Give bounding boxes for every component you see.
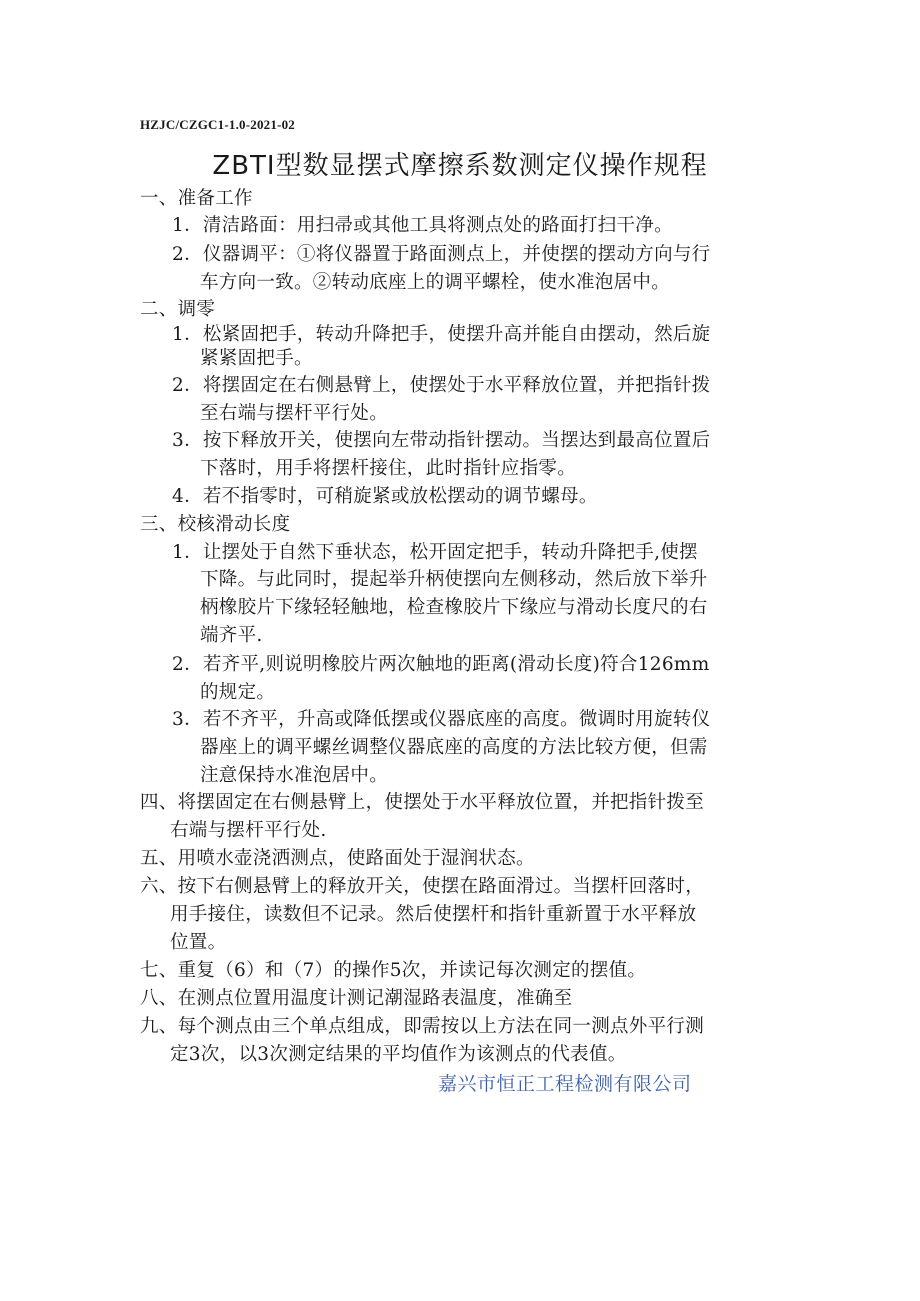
section-heading: 一、准备工作 bbox=[140, 188, 253, 209]
list-item-continuation: 下落时，用手将摆杆接住，此时指针应指零。 bbox=[200, 458, 577, 479]
list-item: 1．清洁路面：用扫帚或其他工具将测点处的路面打扫干净。 bbox=[172, 215, 673, 236]
section-continuation: 右端与摆杆平行处. bbox=[170, 820, 327, 841]
list-item: 1．松紧固把手，转动升降把手，使摆升高并能自由摆动，然后旋 bbox=[172, 324, 711, 345]
list-item: 2．若齐平,则说明橡胶片两次触地的距离(滑动长度)符合126mm bbox=[172, 654, 710, 675]
list-item-continuation: 柄橡胶片下缘轻轻触地，检查橡胶片下缘应与滑动长度尺的右 bbox=[200, 597, 708, 618]
document-code: HZJC/CZGC1-1.0-2021-02 bbox=[140, 117, 295, 132]
section-heading: 九、每个测点由三个单点组成，即需按以上方法在同一测点外平行测 bbox=[140, 1016, 705, 1037]
section-heading: 六、按下右侧悬臂上的释放开关，使摆在路面滑过。当摆杆回落时， bbox=[140, 876, 705, 897]
section-heading: 三、校核滑动长度 bbox=[140, 514, 291, 535]
section-continuation: 用手接住，读数但不记录。然后使摆杆和指针重新置于水平释放 bbox=[170, 904, 697, 925]
section-heading: 二、调零 bbox=[140, 299, 216, 320]
section-heading: 四、将摆固定在右侧悬臂上，使摆处于水平释放位置，并把指针拨至 bbox=[140, 792, 705, 813]
list-item-continuation: 注意保持水准泡居中。 bbox=[200, 765, 389, 786]
section-continuation: 位置。 bbox=[170, 932, 227, 953]
document-title: ZBTI型数显摆式摩擦系数测定仪操作规程 bbox=[212, 151, 708, 181]
list-item-continuation: 车方向一致。②转动底座上的调平螺栓，使水准泡居中。 bbox=[200, 272, 671, 293]
list-item-continuation: 端齐平. bbox=[200, 625, 263, 646]
list-item: 3．按下释放开关，使摆向左带动指针摆动。当摆达到最高位置后 bbox=[172, 430, 711, 451]
company-name: 嘉兴市恒正工程检测有限公司 bbox=[438, 1073, 692, 1095]
list-item-continuation: 紧紧固把手。 bbox=[200, 348, 313, 369]
list-item: 2．仪器调平：①将仪器置于路面测点上，并使摆的摆动方向与行 bbox=[172, 244, 711, 265]
list-item: 1．让摆处于自然下垂状态，松开固定把手，转动升降把手,使摆 bbox=[172, 542, 698, 563]
section-heading: 五、用喷水壶浇洒测点，使路面处于湿润状态。 bbox=[140, 848, 535, 869]
section-heading: 七、重复（6）和（7）的操作5次，并读记每次测定的摆值。 bbox=[140, 960, 647, 981]
list-item-continuation: 下降。与此同时，提起举升柄使摆向左侧移动，然后放下举升 bbox=[200, 569, 708, 590]
list-item-continuation: 器座上的调平螺丝调整仪器底座的高度的方法比较方便，但需 bbox=[200, 737, 708, 758]
list-item-continuation: 的规定。 bbox=[200, 682, 276, 703]
list-item: 3．若不齐平，升高或降低摆或仪器底座的高度。微调时用旋转仪 bbox=[172, 709, 711, 730]
list-item: 2．将摆固定在右侧悬臂上，使摆处于水平释放位置，并把指针拨 bbox=[172, 375, 711, 396]
list-item-continuation: 至右端与摆杆平行处。 bbox=[200, 403, 389, 424]
section-continuation: 定3次，以3次测定结果的平均值作为该测点的代表值。 bbox=[170, 1044, 627, 1065]
section-heading: 八、在测点位置用温度计测记潮湿路表温度，准确至 bbox=[140, 988, 573, 1009]
list-item: 4．若不指零时，可稍旋紧或放松摆动的调节螺母。 bbox=[172, 486, 598, 507]
